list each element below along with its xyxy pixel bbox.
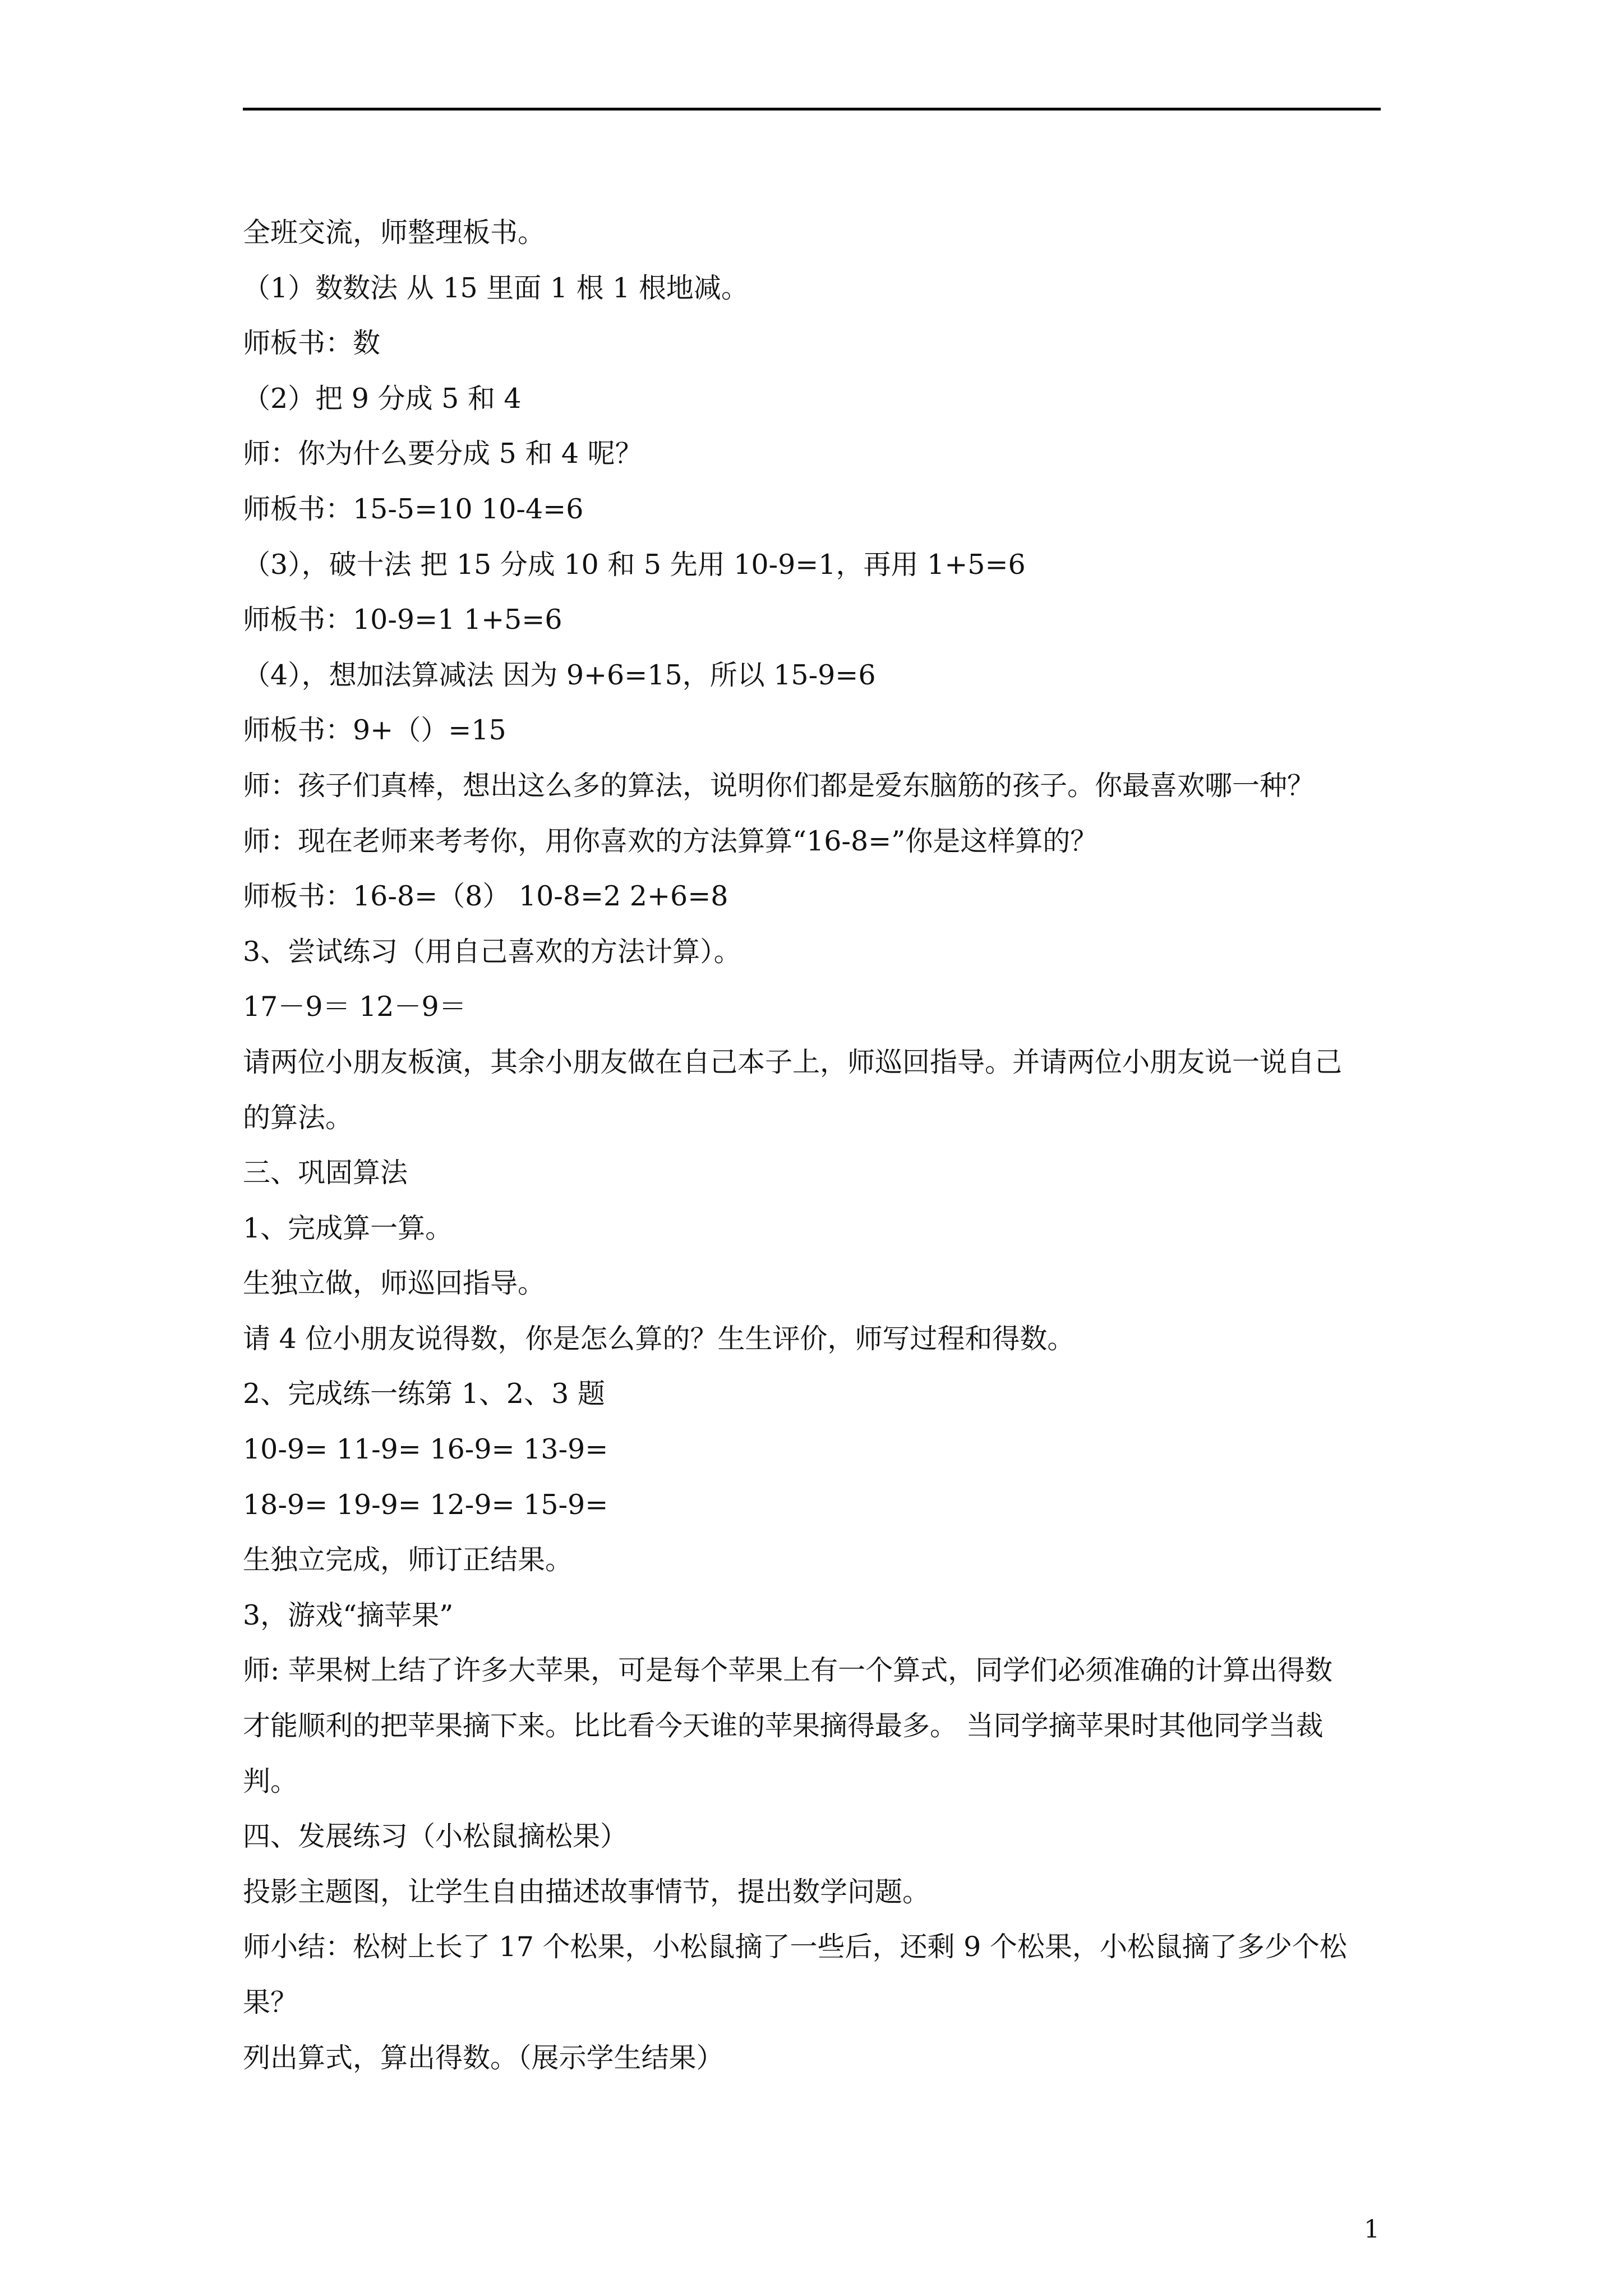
text-line: 3，游戏“摘苹果” <box>243 1599 454 1631</box>
document-body <box>243 205 1393 2086</box>
text-line: 生独立完成，师订正结果。 <box>243 1544 573 1576</box>
text-line: 17－9＝ 12－9＝ <box>243 991 467 1023</box>
text-line: 师板书：9+（）=15 <box>243 714 506 747</box>
section-heading: 四、发展练习（小松鼠摘松果） <box>243 1820 628 1853</box>
text-line: （1）数数法 从 15 里面 1 根 1 根地减。 <box>243 272 749 304</box>
text-line: 师：现在老师来考考你，用你喜欢的方法算算“16-8=”你是这样算的？ <box>243 825 1098 857</box>
text-line: 请两位小朋友板演，其余小朋友做在自己本子上，师巡回指导。并请两位小朋友说一说自己 <box>243 1046 1343 1078</box>
text-line: 师板书：数 <box>243 327 381 360</box>
text-line: 列出算式，算出得数。（展示学生结果） <box>243 2041 724 2074</box>
text-line: 师：孩子们真棒，想出这么多的算法，说明你们都是爱东脑筋的孩子。你最喜欢哪一种？ <box>243 769 1315 802</box>
section-heading: 三、巩固算法 <box>243 1157 408 1189</box>
text-line: 全班交流，师整理板书。 <box>243 217 546 249</box>
text-line: 10-9= 11-9= 16-9= 13-9= <box>243 1433 608 1466</box>
text-line: 投影主题图，让学生自由描述故事情节，提出数学问题。 <box>243 1875 930 1908</box>
text-line: 师板书：10-9=1 1+5=6 <box>243 604 562 636</box>
text-line: 3、尝试练习（用自己喜欢的方法计算）。 <box>243 935 741 968</box>
text-line: 18-9= 19-9= 12-9= 15-9= <box>243 1488 608 1521</box>
text-line: 请 4 位小朋友说得数，你是怎么算的？生生评价，师写过程和得数。 <box>243 1322 1075 1355</box>
text-line: 判。 <box>243 1765 298 1797</box>
text-line: 果？ <box>243 1986 298 2018</box>
text-line: （4），想加法算减法 因为 9+6=15，所以 15-9=6 <box>243 659 876 691</box>
text-line: 师：你为什么要分成 5 和 4 呢？ <box>243 438 643 470</box>
text-line: 师: 苹果树上结了许多大苹果，可是每个苹果上有一个算式，同学们必须准确的计算出得数 <box>243 1654 1333 1687</box>
text-line: 的算法。 <box>243 1101 353 1134</box>
text-line: （3），破十法 把 15 分成 10 和 5 先用 10-9=1，再用 1+5=6 <box>243 548 1026 581</box>
text-line: 才能顺利的把苹果摘下来。比比看今天谁的苹果摘得最多。 当同学摘苹果时其他同学当裁 <box>243 1710 1324 1742</box>
header-rule <box>243 108 1381 111</box>
text-line: 生独立做，师巡回指导。 <box>243 1267 546 1300</box>
text-line: 师板书：16-8=（8） 10-8=2 2+6=8 <box>243 880 728 913</box>
text-line: 1、完成算一算。 <box>243 1212 453 1244</box>
text-line: 师小结：松树上长了 17 个松果，小松鼠摘了一些后，还剩 9 个松果，小松鼠摘了多少个松 <box>243 1931 1347 1963</box>
text-line: 师板书：15-5=10 10-4=6 <box>243 493 584 525</box>
text-line: （2）把 9 分成 5 和 4 <box>243 382 522 415</box>
text-line: 2、完成练一练第 1、2、3 题 <box>243 1378 605 1410</box>
page-number: 1 <box>1364 2215 1380 2244</box>
